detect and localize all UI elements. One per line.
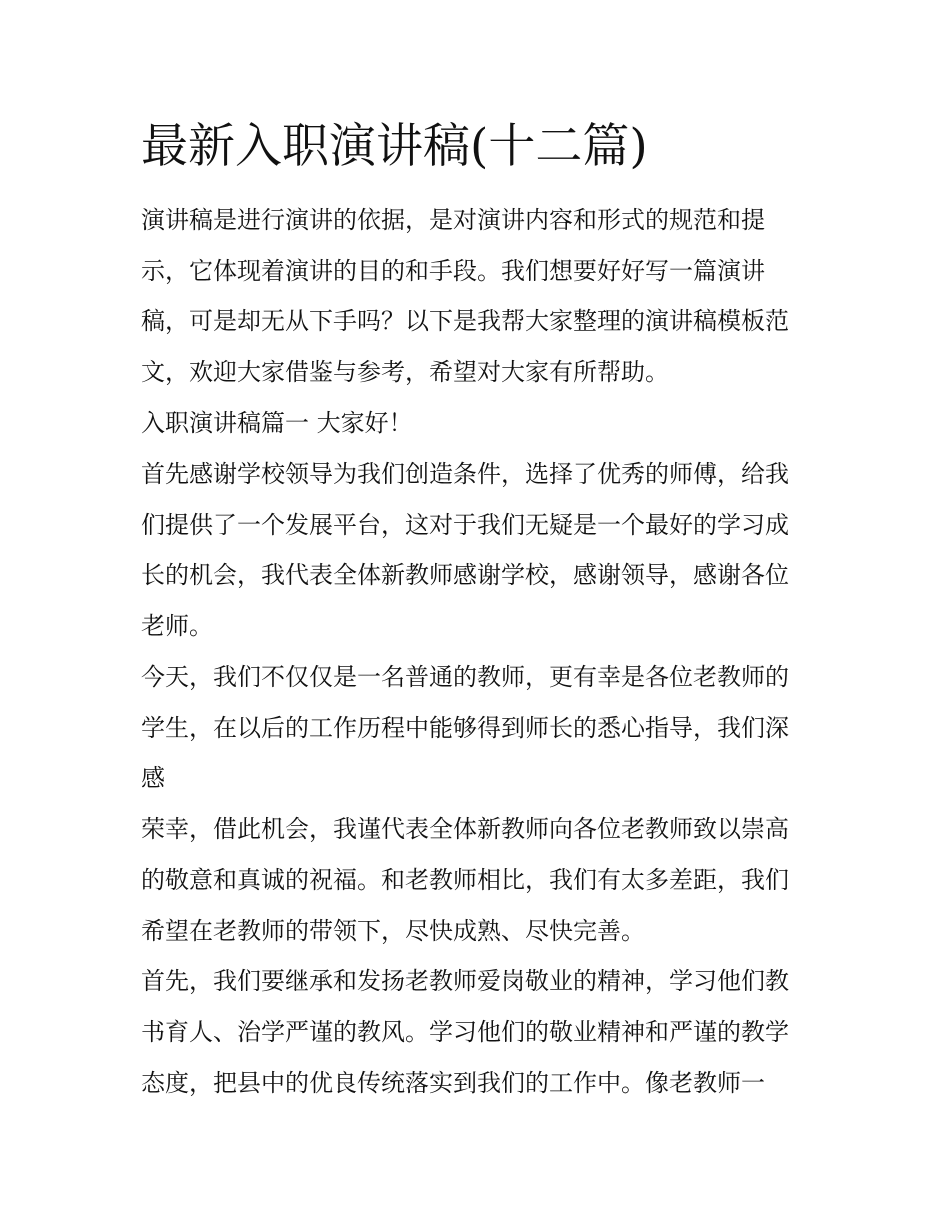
paragraph-line: 长的机会，我代表全体新教师感谢学校，感谢领导，感谢各位 bbox=[141, 561, 789, 589]
paragraph-line: 的敬意和真诚的祝福。和老教师相比，我们有太多差距，我们 bbox=[141, 866, 789, 894]
paragraph-line: 感 bbox=[141, 764, 165, 792]
paragraph-line: 示，它体现着演讲的目的和手段。我们想要好好写一篇演讲 bbox=[141, 257, 765, 285]
paragraph-line: 演讲稿是进行演讲的依据，是对演讲内容和形式的规范和提 bbox=[141, 206, 765, 234]
paragraph-line: 文，欢迎大家借鉴与参考，希望对大家有所帮助。 bbox=[141, 358, 669, 386]
paragraph-line: 书育人、治学严谨的教风。学习他们的敬业精神和严谨的教学 bbox=[141, 1018, 789, 1046]
paragraph-line: 老师。 bbox=[141, 612, 213, 640]
paragraph-line: 首先感谢学校领导为我们创造条件，选择了优秀的师傅，给我 bbox=[141, 460, 789, 488]
paragraph-line: 荣幸，借此机会，我谨代表全体新教师向各位老教师致以崇高 bbox=[141, 815, 789, 843]
paragraph-line: 们提供了一个发展平台，这对于我们无疑是一个最好的学习成 bbox=[141, 511, 789, 539]
paragraph-line: 态度，把县中的优良传统落实到我们的工作中。像老教师一 bbox=[141, 1069, 765, 1097]
document-title: 最新入职演讲稿(十二篇) bbox=[141, 119, 648, 174]
paragraph-line: 今天，我们不仅仅是一名普通的教师，更有幸是各位老教师的 bbox=[141, 663, 789, 691]
paragraph-line: 希望在老教师的带领下，尽快成熟、尽快完善。 bbox=[141, 917, 645, 945]
paragraph-line: 稿，可是却无从下手吗？以下是我帮大家整理的演讲稿模板范 bbox=[141, 307, 789, 335]
paragraph-line: 首先，我们要继承和发扬老教师爱岗敬业的精神，学习他们教 bbox=[141, 967, 789, 995]
paragraph-line: 学生，在以后的工作历程中能够得到师长的悉心指导，我们深 bbox=[141, 714, 789, 742]
section-heading-line: 入职演讲稿篇一 大家好！ bbox=[141, 409, 413, 437]
